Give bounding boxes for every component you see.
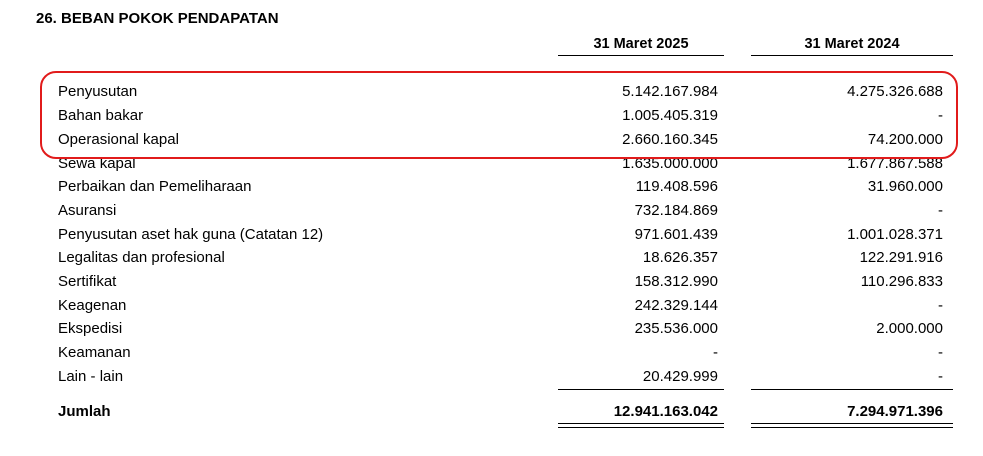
row-value-2025: 158.312.990 [634, 273, 718, 290]
row-value-2025: 1.635.000.000 [622, 155, 718, 172]
subtotal-rule-2024 [751, 389, 953, 390]
section-title: 26. BEBAN POKOK PENDAPATAN [36, 10, 279, 27]
row-value-2024: - [938, 368, 943, 385]
total-double-rule-2024-bottom [751, 427, 953, 428]
row-label: Legalitas dan profesional [58, 249, 225, 266]
row-label: Lain - lain [58, 368, 124, 385]
row-value-2024: - [938, 202, 943, 219]
table-row [0, 320, 983, 344]
row-value-2025: 20.429.999 [642, 368, 718, 385]
column-header-2025-underline [558, 55, 724, 56]
column-header-2025 [558, 36, 724, 52]
row-value-2024: 2.000.000 [876, 320, 943, 337]
table-row [0, 273, 983, 297]
highlight-box [40, 71, 958, 159]
total-double-rule-2025-top [558, 423, 724, 424]
row-value-2024: - [938, 344, 943, 361]
column-header-2025-label: 31 Maret 2025 [593, 36, 689, 52]
row-value-2024: 31.960.000 [867, 178, 943, 195]
total-value-2025: 12.941.163.042 [613, 403, 718, 420]
row-label: Sewa kapal [58, 155, 136, 172]
row-label: Sertifikat [58, 273, 117, 290]
row-value-2024: 4.275.326.688 [847, 83, 943, 100]
table-row [0, 226, 983, 250]
row-value-2025: 1.005.405.319 [622, 107, 718, 124]
row-value-2025: 5.142.167.984 [622, 83, 718, 100]
table-row [0, 202, 983, 226]
subtotal-rule-2025 [558, 389, 724, 390]
row-label: Keamanan [58, 344, 131, 361]
row-value-2024: 1.001.028.371 [847, 226, 943, 243]
row-label: Keagenan [58, 297, 127, 314]
row-label: Bahan bakar [58, 107, 144, 124]
row-label: Operasional kapal [58, 131, 179, 148]
row-value-2025: 2.660.160.345 [622, 131, 718, 148]
column-header-2024 [751, 36, 953, 52]
table-row [0, 344, 983, 368]
row-value-2025: 119.408.596 [635, 178, 718, 195]
row-value-2024: 110.296.833 [860, 273, 943, 290]
table-row [0, 297, 983, 321]
total-value-2024: 7.294.971.396 [847, 403, 943, 420]
row-value-2025: 971.601.439 [634, 226, 718, 243]
row-value-2024: 122.291.916 [859, 249, 943, 266]
row-value-2025: - [713, 344, 718, 361]
row-value-2024: - [938, 107, 943, 124]
row-value-2025: 18.626.357 [642, 249, 718, 266]
column-header-2024-label: 31 Maret 2024 [804, 36, 900, 52]
column-header-2024-underline [751, 55, 953, 56]
row-value-2024: 1.677.867.588 [847, 155, 943, 172]
total-label: Jumlah [58, 403, 111, 420]
total-double-rule-2024-top [751, 423, 953, 424]
table-row [0, 249, 983, 273]
row-value-2025: 732.184.869 [634, 202, 718, 219]
row-label: Perbaikan dan Pemeliharaan [58, 178, 252, 195]
row-label: Penyusutan [58, 83, 138, 100]
row-value-2024: - [938, 297, 943, 314]
row-label: Asuransi [58, 202, 117, 219]
row-label: Ekspedisi [58, 320, 123, 337]
total-double-rule-2025-bottom [558, 427, 724, 428]
row-value-2025: 242.329.144 [634, 297, 718, 314]
row-label: Penyusutan aset hak guna (Catatan 12) [58, 226, 324, 243]
table-row [0, 178, 983, 202]
row-value-2024: 74.200.000 [867, 131, 943, 148]
row-value-2025: 235.536.000 [634, 320, 718, 337]
